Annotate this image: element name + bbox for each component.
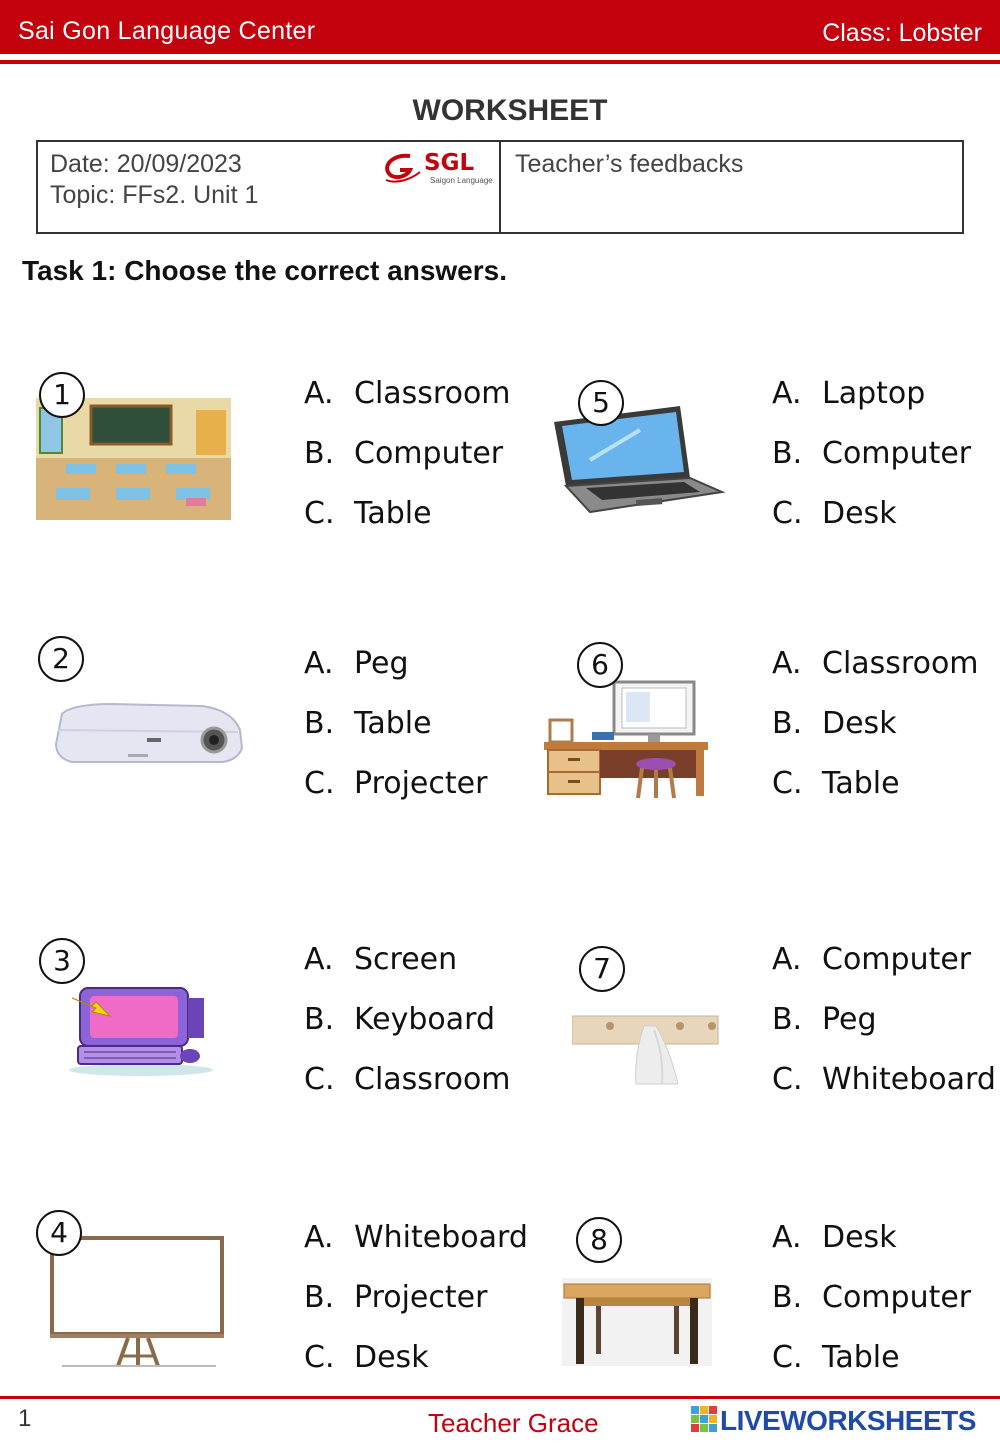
option-text: Classroom: [354, 1062, 511, 1097]
option-letter: A.: [304, 1220, 334, 1255]
option-letter: C.: [304, 1340, 335, 1375]
logo-text: SGL: [424, 150, 475, 176]
question-number: 8: [576, 1217, 622, 1263]
footer-divider: [0, 1396, 1000, 1399]
question-number: 2: [38, 636, 84, 682]
option-text: Desk: [822, 706, 897, 741]
option-c[interactable]: [772, 496, 897, 531]
option-text: Table: [822, 1340, 900, 1375]
option-letter: A.: [772, 1220, 802, 1255]
question-number: 3: [39, 938, 85, 984]
option-letter: B.: [772, 436, 803, 471]
option-text: Screen: [354, 942, 458, 977]
option-letter: A.: [772, 646, 802, 681]
info-divider: [499, 140, 501, 234]
header-divider: [0, 60, 1000, 64]
option-a[interactable]: [304, 1220, 528, 1255]
option-a[interactable]: [772, 942, 971, 977]
option-letter: B.: [304, 1280, 335, 1315]
whiteboard-picture: [48, 1234, 228, 1370]
option-b[interactable]: [772, 706, 897, 741]
computer-screen-picture: [66, 980, 216, 1078]
option-letter: A.: [772, 376, 802, 411]
option-text: Computer: [822, 1280, 972, 1315]
option-c[interactable]: [772, 1340, 900, 1375]
option-text: Computer: [822, 942, 972, 977]
option-text: Computer: [822, 436, 972, 471]
option-text: Projecter: [354, 766, 488, 801]
option-text: Whiteboard: [354, 1220, 528, 1255]
option-text: Keyboard: [354, 1002, 496, 1037]
option-text: Table: [822, 766, 900, 801]
option-letter: A.: [304, 646, 334, 681]
liveworksheets-logo[interactable]: [690, 1405, 976, 1436]
option-text: Desk: [822, 496, 897, 531]
question-number: 5: [578, 380, 624, 426]
option-b[interactable]: [304, 1280, 487, 1315]
option-b[interactable]: [304, 436, 503, 471]
teacher-feedback-label: Teacher’s feedbacks: [515, 150, 744, 178]
option-letter: C.: [772, 766, 803, 801]
table-picture: [562, 1278, 712, 1366]
option-c[interactable]: [304, 496, 432, 531]
option-letter: B.: [772, 1002, 803, 1037]
option-c[interactable]: [304, 1340, 429, 1375]
option-text: Whiteboard: [822, 1062, 996, 1097]
option-c[interactable]: [772, 1062, 996, 1097]
center-name: Sai Gon Language Center: [18, 17, 316, 45]
question-number: 6: [577, 642, 623, 688]
projector-picture: [52, 700, 247, 770]
option-b[interactable]: [304, 706, 432, 741]
option-c[interactable]: [304, 1062, 511, 1097]
option-letter: C.: [304, 1062, 335, 1097]
question-number: 7: [579, 946, 625, 992]
option-a[interactable]: [772, 376, 925, 411]
option-text: Projecter: [354, 1280, 488, 1315]
laptop-picture: [550, 400, 726, 516]
option-letter: C.: [772, 1062, 803, 1097]
option-a[interactable]: [304, 942, 457, 977]
option-text: Classroom: [354, 376, 511, 411]
page-title: WORKSHEET: [412, 94, 608, 127]
question-number: 4: [36, 1210, 82, 1256]
task-heading: Task 1: Choose the correct answers.: [22, 255, 507, 286]
option-letter: C.: [772, 1340, 803, 1375]
option-letter: A.: [304, 942, 334, 977]
option-b[interactable]: [772, 1280, 971, 1315]
question-number: 1: [39, 372, 85, 418]
page-number: 1: [18, 1405, 32, 1432]
option-text: Laptop: [822, 376, 926, 411]
logo-subtext: Saigon Language: [430, 176, 493, 185]
option-c[interactable]: [772, 766, 900, 801]
option-letter: C.: [772, 496, 803, 531]
worksheet-topic: Topic: FFs2. Unit 1: [50, 181, 259, 209]
option-text: Peg: [822, 1002, 877, 1037]
sgl-logo: [380, 150, 498, 186]
worksheet-date: Date: 20/09/2023: [50, 150, 242, 178]
class-label: Class: Lobster: [822, 19, 982, 47]
option-letter: B.: [304, 706, 335, 741]
sgl-swoosh-icon: [380, 150, 424, 186]
option-a[interactable]: [772, 646, 979, 681]
peg-picture: [572, 1006, 722, 1086]
option-text: Computer: [354, 436, 504, 471]
option-text: Desk: [822, 1220, 897, 1255]
option-text: Desk: [354, 1340, 429, 1375]
option-letter: B.: [772, 1280, 803, 1315]
option-letter: B.: [304, 1002, 335, 1037]
option-text: Peg: [354, 646, 409, 681]
option-b[interactable]: [772, 1002, 877, 1037]
option-letter: C.: [304, 766, 335, 801]
option-text: Classroom: [822, 646, 979, 681]
option-a[interactable]: [304, 376, 511, 411]
option-letter: A.: [304, 376, 334, 411]
option-a[interactable]: [772, 1220, 897, 1255]
option-letter: B.: [772, 706, 803, 741]
option-a[interactable]: [304, 646, 409, 681]
teacher-name: Teacher Grace: [428, 1408, 599, 1438]
option-b[interactable]: [772, 436, 971, 471]
liveworksheets-grid-icon: [690, 1405, 718, 1433]
desk-picture: [542, 680, 712, 802]
option-b[interactable]: [304, 1002, 495, 1037]
option-text: Table: [354, 496, 432, 531]
liveworksheets-text: LIVEWORKSHEETS: [720, 1405, 976, 1436]
option-text: Table: [354, 706, 432, 741]
option-c[interactable]: [304, 766, 487, 801]
option-letter: A.: [772, 942, 802, 977]
option-letter: B.: [304, 436, 335, 471]
option-letter: C.: [304, 496, 335, 531]
